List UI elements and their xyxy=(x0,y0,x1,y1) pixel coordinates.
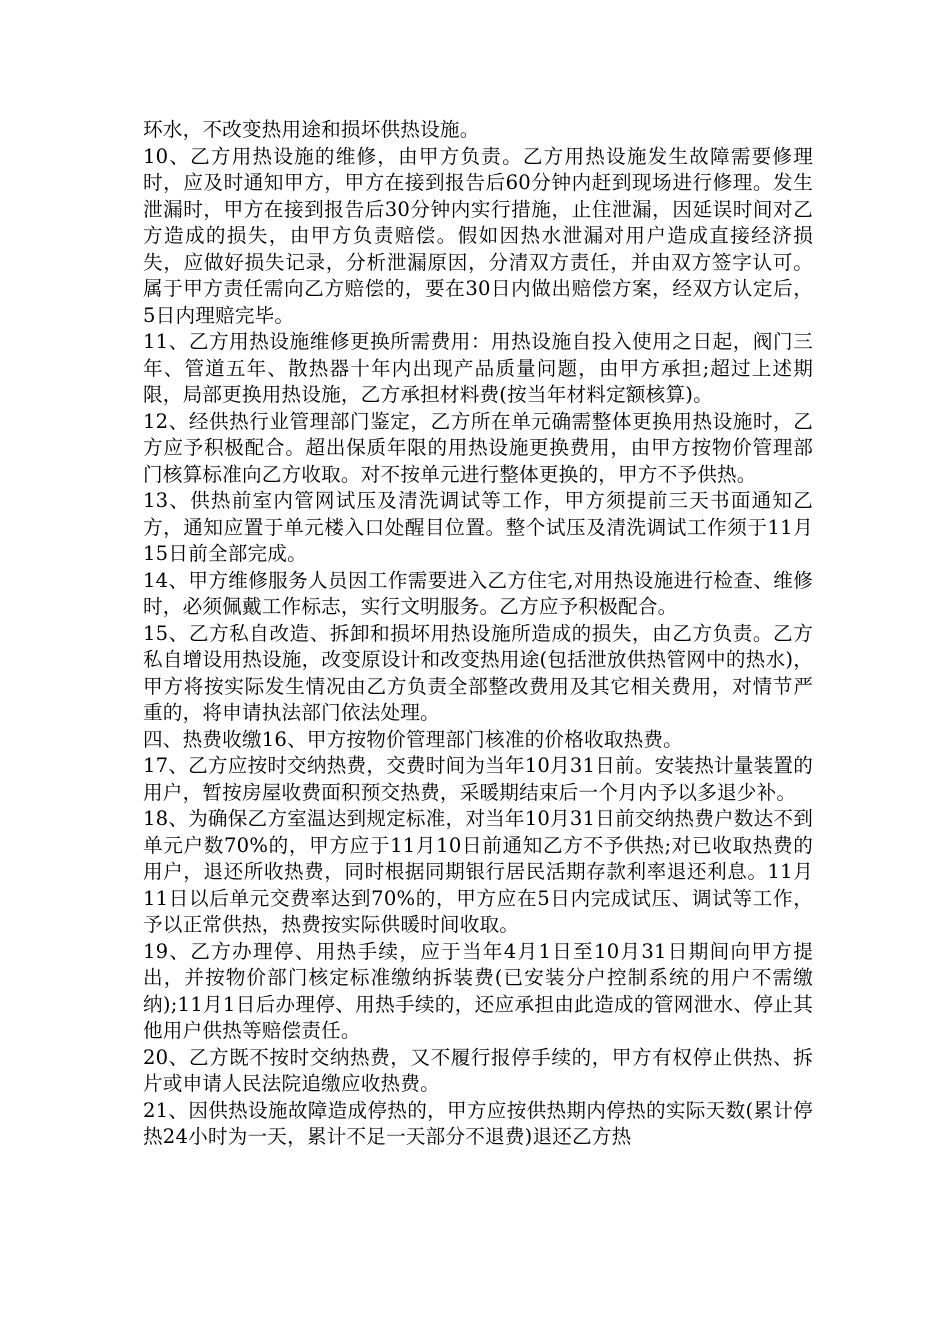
clause-17: 17、乙方应按时交纳热费，交费时间为当年10月31日前。安装热计量装置的用户，暂按房屋收费面积预交热费，采暖期结束后一个月内予以多退少补。 xyxy=(143,754,813,804)
clause-19: 19、乙方办理停、用热手续，应于当年4月1日至10月31日期间向甲方提出，并按物价部门核定标准缴纳拆装费(已安装分户控制系统的用户不需缴纳);11月1日后办理停、用热手续的，还应承担由此造成的管网泄水、停止其他用户供热等赔偿责任。 xyxy=(143,939,813,1042)
clause-15: 15、乙方私自改造、拆卸和损坏用热设施所造成的损失，由乙方负责。乙方私自增设用热设施，改变原设计和改变热用途(包括泄放供热管网中的热水)，甲方将按实际发生情况由乙方负责全部整改费用及其它相关费用，对情节严重的，将申请执法部门依法处理。 xyxy=(143,621,813,724)
clause-10: 10、乙方用热设施的维修，由甲方负责。乙方用热设施发生故障需要修理时，应及时通知甲方，甲方在接到报告后60分钟内赶到现场进行修理。发生泄漏时，甲方在接到报告后30分钟内实行措施，止住泄漏，因延误时间对乙方造成的损失，由甲方负责赔偿。假如因热水泄漏对用户造成直接经济损失，应做好损失记录，分析泄漏原因，分清双方责任，并由双方签字认可。属于甲方责任需向乙方赔偿的，要在30日内做出赔偿方案，经双方认定后，5日内理赔完毕。 xyxy=(143,144,813,327)
clause-12: 12、经供热行业管理部门鉴定，乙方所在单元确需整体更换用热设施时，乙方应予积极配合。超出保质年限的用热设施更换费用，由甲方按物价管理部门核算标准向乙方收取。对不按单元进行整体更换的，甲方不予供热。 xyxy=(143,409,813,486)
clause-11: 11、乙方用热设施维修更换所需费用：用热设施自投入使用之日起，阀门三年、管道五年、散热器十年内出现产品质量问题，由甲方承担;超过上述期限，局部更换用热设施，乙方承担材料费(按当年材料定额核算)。 xyxy=(143,330,813,406)
clause-18: 18、为确保乙方室温达到规定标准，对当年10月31日前交纳热费户数达不到单元户数70%的，甲方应于11月10日前通知乙方不予供热;对已收取热费的用户，退还所收热费，同时根据同期银行居民活期存款利率退还利息。11月11日以后单元交费率达到70%的，甲方应在5日内完成试压、调试等工作，予以正常供热，热费按实际供暖时间收取。 xyxy=(143,807,813,936)
clause-14: 14、甲方维修服务人员因工作需要进入乙方住宅,对用热设施进行检查、维修时，必须佩戴工作标志，实行文明服务。乙方应予积极配合。 xyxy=(143,568,813,618)
clause-20: 20、乙方既不按时交纳热费，又不履行报停手续的，甲方有权停止供热、拆片或申请人民法院追缴应收热费。 xyxy=(143,1045,813,1095)
paragraph-intro-continuation: 环水，不改变热用途和损坏供热设施。 xyxy=(143,118,480,141)
section-4-clause-16: 四、热费收缴16、甲方按物价管理部门核准的价格收取热费。 xyxy=(143,727,683,751)
document-body xyxy=(143,117,813,1151)
clause-21: 21、因供热设施故障造成停热的，甲方应按供热期内停热的实际天数(累计停热24小时为一天，累计不足一天部分不退费)退还乙方热 xyxy=(143,1098,813,1148)
clause-13: 13、供热前室内管网试压及清洗调试等工作，甲方须提前三天书面通知乙方，通知应置于单元楼入口处醒目位置。整个试压及清洗调试工作须于11月15日前全部完成。 xyxy=(143,489,813,565)
